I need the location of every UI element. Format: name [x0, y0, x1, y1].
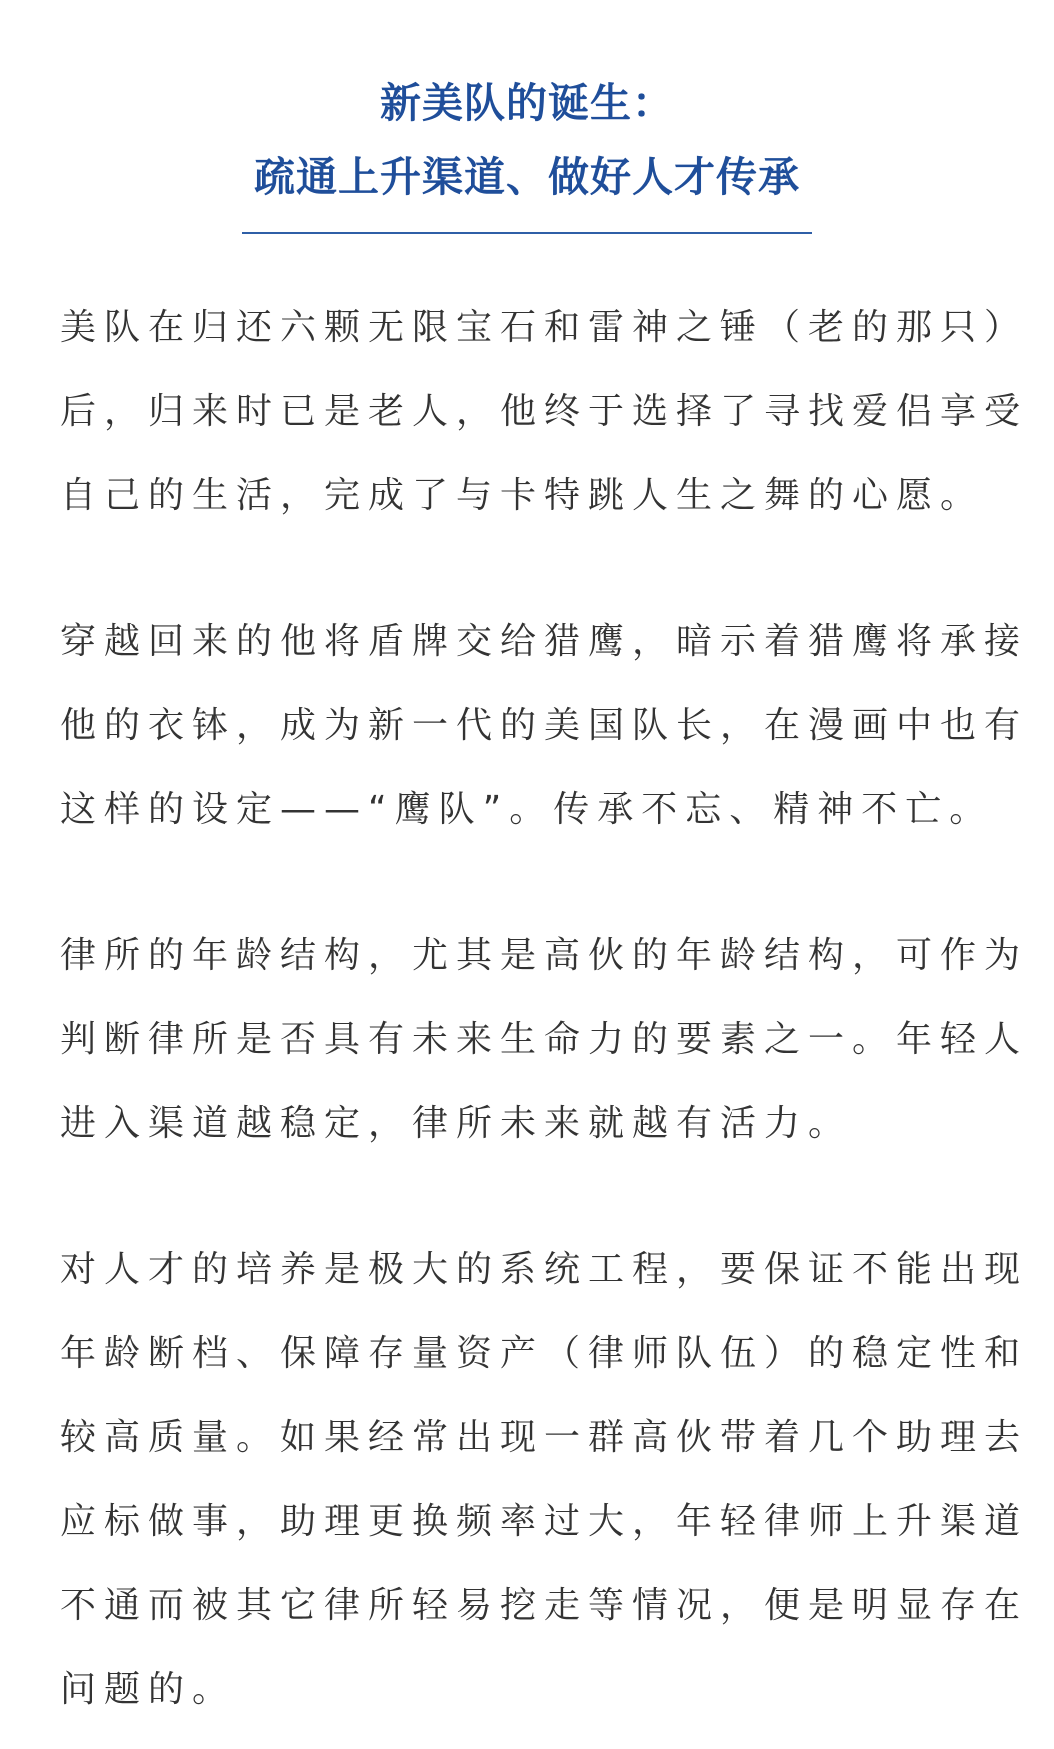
paragraph-line: 进入渠道越稳定，律所未来就越有活力。: [60, 1103, 853, 1144]
paragraph-line: 后，归来时已是老人，他终于选择了寻找爱侣享受: [60, 391, 1029, 432]
paragraph-line: 不通而被其它律所轻易挖走等情况，便是明显存在: [60, 1585, 1029, 1626]
paragraph-line: 他的衣钵，成为新一代的美国队长，在漫画中也有: [60, 705, 1029, 746]
paragraph-line: 穿越回来的他将盾牌交给猎鹰，暗示着猎鹰将承接: [60, 621, 1029, 662]
paragraph-line: 美队在归还六颗无限宝石和雷神之锤（老的那只）: [60, 307, 1029, 348]
paragraph-line: 律所的年龄结构，尤其是高伙的年龄结构，可作为: [60, 935, 1029, 976]
paragraph-line: 对人才的培养是极大的系统工程，要保证不能出现: [60, 1249, 1029, 1290]
title-line-1: 新美队的诞生：: [380, 79, 674, 127]
paragraph-line: 年龄断档、保障存量资产（律师队伍）的稳定性和: [60, 1333, 1029, 1374]
paragraph-line: 自己的生活，完成了与卡特跳人生之舞的心愿。: [60, 475, 985, 516]
paragraph-1: [60, 286, 1029, 538]
paragraph-line: 这样的设定——“鹰队”。传承不忘、精神不亡。: [60, 789, 994, 830]
paragraph-line: 较高质量。如果经常出现一群高伙带着几个助理去: [60, 1417, 1029, 1458]
paragraph-line: 问题的。: [60, 1669, 237, 1710]
title-divider: [242, 232, 812, 234]
paragraph-line: 判断律所是否具有未来生命力的要素之一。年轻人: [60, 1019, 1029, 1060]
paragraph-4: [60, 1228, 1029, 1732]
paragraph-2: [60, 600, 1029, 852]
paragraph-3: [60, 914, 1029, 1166]
article-header: [60, 0, 994, 234]
title-line-2: 疏通上升渠道、做好人才传承: [254, 153, 800, 201]
article-body: [60, 286, 1029, 1732]
paragraph-line: 应标做事，助理更换频率过大，年轻律师上升渠道: [60, 1501, 1029, 1542]
